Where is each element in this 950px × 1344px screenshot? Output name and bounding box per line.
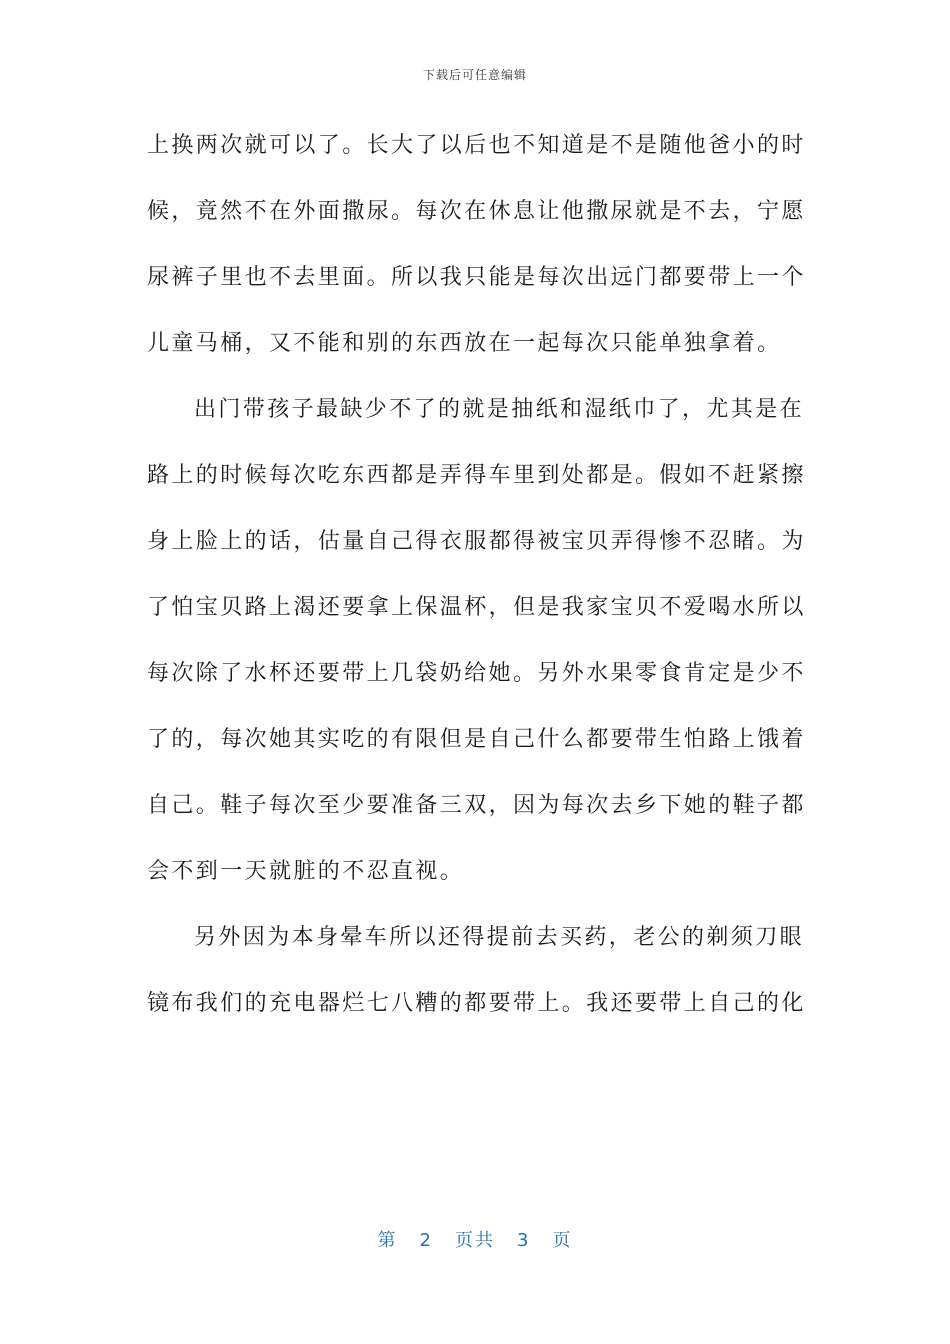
text-line: 了的，每次她其实吃的有限但是自己什么都要带生怕路上饿着 (147, 727, 806, 752)
page-footer (0, 1226, 950, 1252)
text-line: 每次除了水杯还要带上几袋奶给她。另外水果零食肯定是少不 (147, 661, 806, 686)
text-line: 了怕宝贝路上渴还要拿上保温杯，但是我家宝贝不爱喝水所以 (147, 595, 806, 620)
text-line: 上换两次就可以了。长大了以后也不知道是不是随他爸小的时 (147, 133, 806, 158)
text-line: 会不到一天就脏的不忍直视。 (147, 859, 465, 884)
text-line: 路上的时候每次吃东西都是弄得车里到处都是。假如不赶紧擦 (147, 463, 806, 488)
footer-suffix: 页 (552, 1230, 573, 1251)
text-line: 儿童马桶，又不能和别的东西放在一起每次只能单独拿着。 (147, 331, 782, 356)
body-text (147, 116, 806, 1040)
text-line: 自己。鞋子每次至少要准备三双，因为每次去乡下她的鞋子都 (147, 793, 806, 818)
current-page-number: 2 (419, 1230, 433, 1251)
text-line: 尿裤子里也不去里面。所以我只能是每次出远门都要带上一个 (147, 265, 806, 290)
paragraph-start-line: 另外因为本身晕车所以还得提前去买药，老公的剃须刀眼 (194, 925, 805, 950)
footer-middle: 页共 (455, 1230, 495, 1251)
paragraph-start-line: 出门带孩子最缺少不了的就是抽纸和湿纸巾了，尤其是在 (194, 397, 805, 422)
footer-prefix: 第 (377, 1230, 398, 1251)
text-line: 候，竟然不在外面撒尿。每次在休息让他撒尿就是不去，宁愿 (147, 199, 806, 224)
header-note: 下载后可任意编辑 (422, 68, 527, 82)
total-page-count: 3 (517, 1230, 531, 1251)
text-line: 镜布我们的充电器烂七八糟的都要带上。我还要带上自己的化 (147, 991, 806, 1016)
text-line: 身上脸上的话，估量自己得衣服都得被宝贝弄得惨不忍睹。为 (147, 529, 806, 554)
